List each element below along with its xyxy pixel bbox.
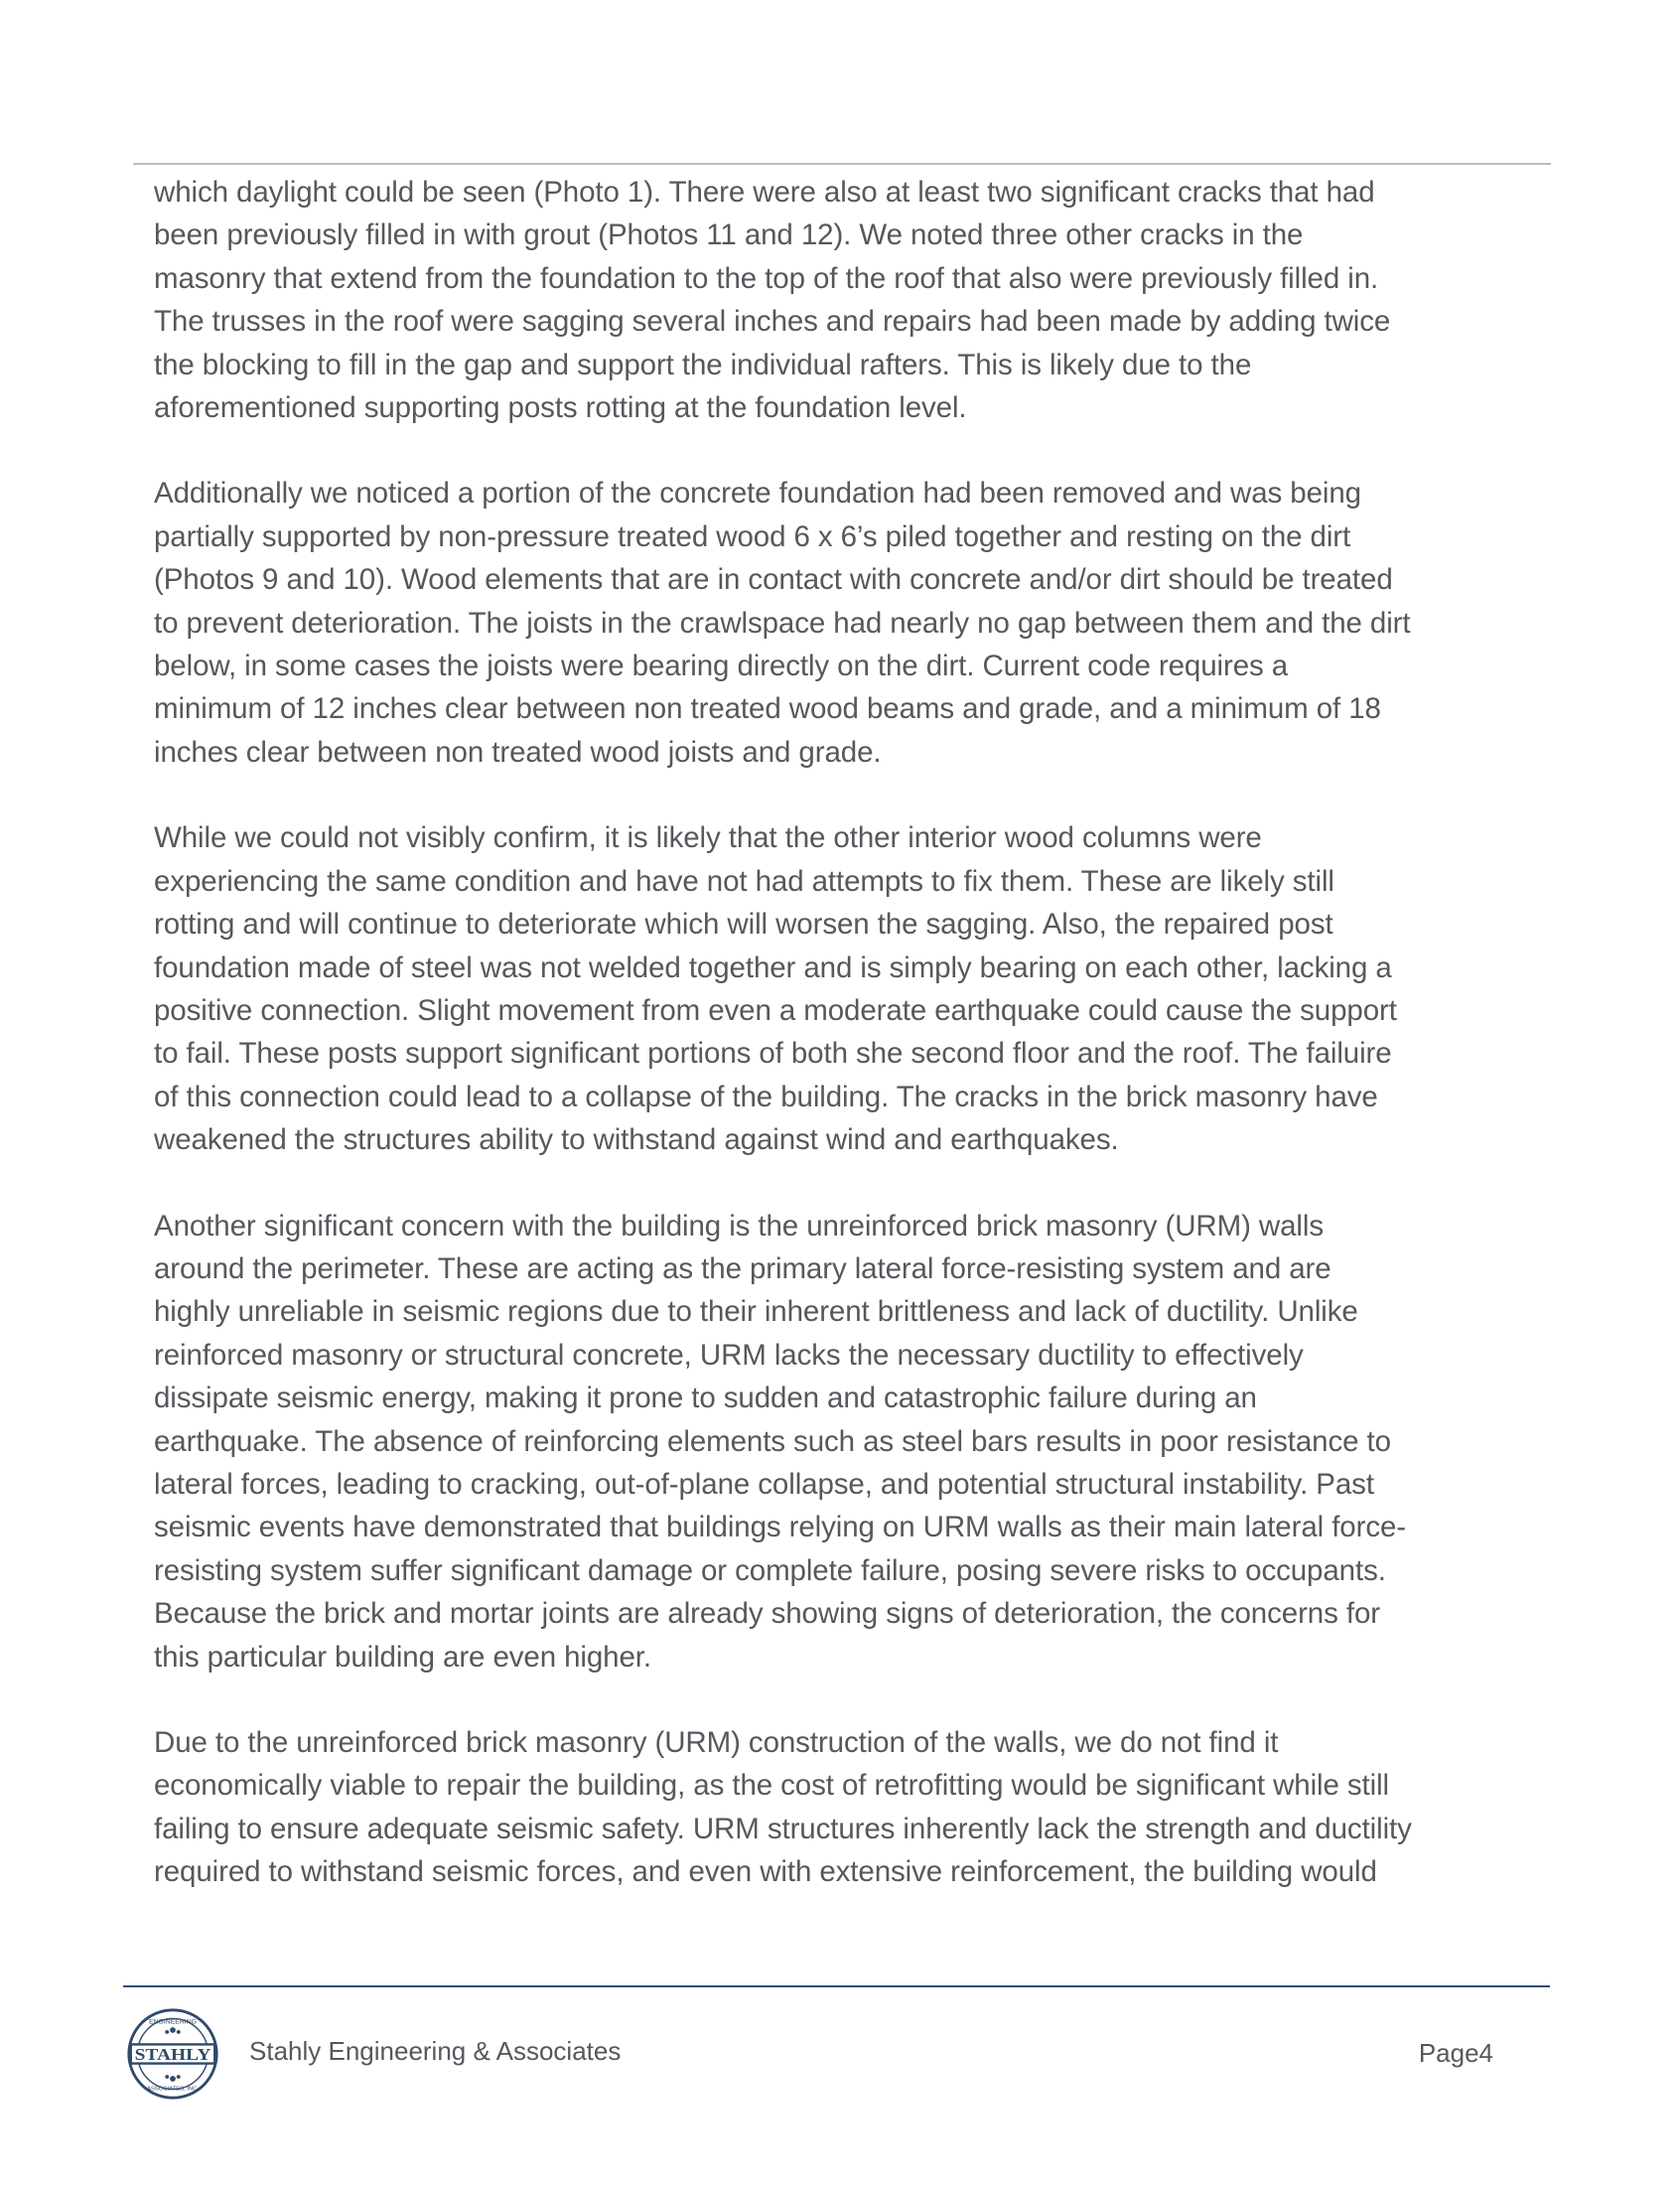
stahly-logo-icon	[125, 2006, 220, 2102]
page-footer	[123, 1996, 1550, 2106]
text-line: which daylight could be seen (Photo 1). There were also at least two significant cracks that had	[154, 176, 1375, 209]
text-line: of this connection could lead to a collapse of the building. The cracks in the brick masonry have	[154, 1080, 1378, 1113]
header-divider	[133, 163, 1551, 165]
text-line: inches clear between non treated wood joists and grade.	[154, 735, 882, 769]
text-line: highly unreliable in seismic regions due to their inherent brittleness and lack of ductility. Unlike	[154, 1295, 1358, 1329]
logo-name: STAHLY	[134, 2044, 211, 2064]
text-line: required to withstand seismic forces, and even with extensive reinforcement, the building would	[154, 1855, 1377, 1889]
text-line: rotting and will continue to deteriorate which will worsen the sagging. Also, the repaired post	[154, 908, 1333, 942]
text-line: the blocking to fill in the gap and support the individual rafters. This is likely due to the	[154, 348, 1252, 381]
text-line: While we could not visibly confirm, it is likely that the other interior wood columns were	[154, 821, 1262, 855]
text-line: experiencing the same condition and have not had attempts to fix them. These are likely still	[154, 864, 1334, 898]
text-line: partially supported by non-pressure treated wood 6 x 6’s piled together and resting on the dirt	[154, 519, 1351, 553]
text-line: weakened the structures ability to withstand against wind and earthquakes.	[154, 1123, 1119, 1157]
text-line: Another significant concern with the building is the unreinforced brick masonry (URM) walls	[154, 1209, 1324, 1242]
text-line: resisting system suffer significant damage or complete failure, posing severe risks to occupants.	[154, 1553, 1386, 1587]
text-line: around the perimeter. These are acting as the primary lateral force-resisting system and are	[154, 1251, 1331, 1285]
text-line: failing to ensure adequate seismic safety. URM structures inherently lack the strength and ductility	[154, 1812, 1412, 1845]
text-line: The trusses in the roof were sagging several inches and repairs had been made by adding twice	[154, 305, 1391, 339]
text-line: positive connection. Slight movement from even a moderate earthquake could cause the support	[154, 993, 1397, 1027]
body-text	[154, 171, 1529, 1937]
text-line: masonry that extend from the foundation to the top of the roof that also were previously filled in.	[154, 261, 1379, 295]
text-line: to fail. These posts support significant portions of both she second floor and the roof. The failuire	[154, 1037, 1392, 1071]
paragraph-1	[154, 171, 1529, 429]
paragraph-2	[154, 472, 1529, 774]
text-line: reinforced masonry or structural concrete, URM lacks the necessary ductility to effectively	[154, 1338, 1304, 1372]
text-line: to prevent deterioration. The joists in the crawlspace had nearly no gap between them and the dirt	[154, 606, 1411, 640]
text-line: minimum of 12 inches clear between non treated wood beams and grade, and a minimum of 18	[154, 692, 1381, 726]
text-line: earthquake. The absence of reinforcing elements such as steel bars results in poor resistance to	[154, 1424, 1391, 1458]
text-line: aforementioned supporting posts rotting at the foundation level.	[154, 391, 967, 425]
text-line: Because the brick and mortar joints are already showing signs of deterioration, the concerns for	[154, 1597, 1380, 1631]
text-line: lateral forces, leading to cracking, out-of-plane collapse, and potential structural instability. Past	[154, 1467, 1374, 1501]
text-line: Due to the unreinforced brick masonry (URM) construction of the walls, we do not find it	[154, 1726, 1279, 1759]
text-line: (Photos 9 and 10). Wood elements that are in contact with concrete and/or dirt should be treated	[154, 563, 1393, 597]
company-name: Stahly Engineering & Associates	[249, 2036, 622, 2066]
text-line: been previously filled in with grout (Photos 11 and 12). We noted three other cracks in the	[154, 219, 1304, 252]
logo-top-text: ENGINEERING	[149, 2018, 197, 2026]
footer-divider	[123, 1985, 1550, 1987]
text-line: economically viable to repair the building, as the cost of retrofitting would be significant while still	[154, 1769, 1389, 1803]
text-line: foundation made of steel was not welded together and is simply bearing on each other, lacking a	[154, 950, 1392, 984]
page-number: Page4	[1418, 2038, 1493, 2068]
logo-bottom-text: ASSOCIATES, INC.	[147, 2086, 200, 2093]
paragraph-5	[154, 1721, 1529, 1894]
text-line: below, in some cases the joists were bearing directly on the dirt. Current code requires a	[154, 650, 1289, 683]
paragraph-4	[154, 1205, 1529, 1678]
text-line: dissipate seismic energy, making it prone to sudden and catastrophic failure during an	[154, 1382, 1257, 1415]
text-line: this particular building are even higher.	[154, 1640, 651, 1674]
paragraph-3	[154, 816, 1529, 1161]
text-line: Additionally we noticed a portion of the concrete foundation had been removed and was being	[154, 477, 1361, 510]
text-line: seismic events have demonstrated that buildings relying on URM walls as their main lateral force-	[154, 1511, 1407, 1544]
